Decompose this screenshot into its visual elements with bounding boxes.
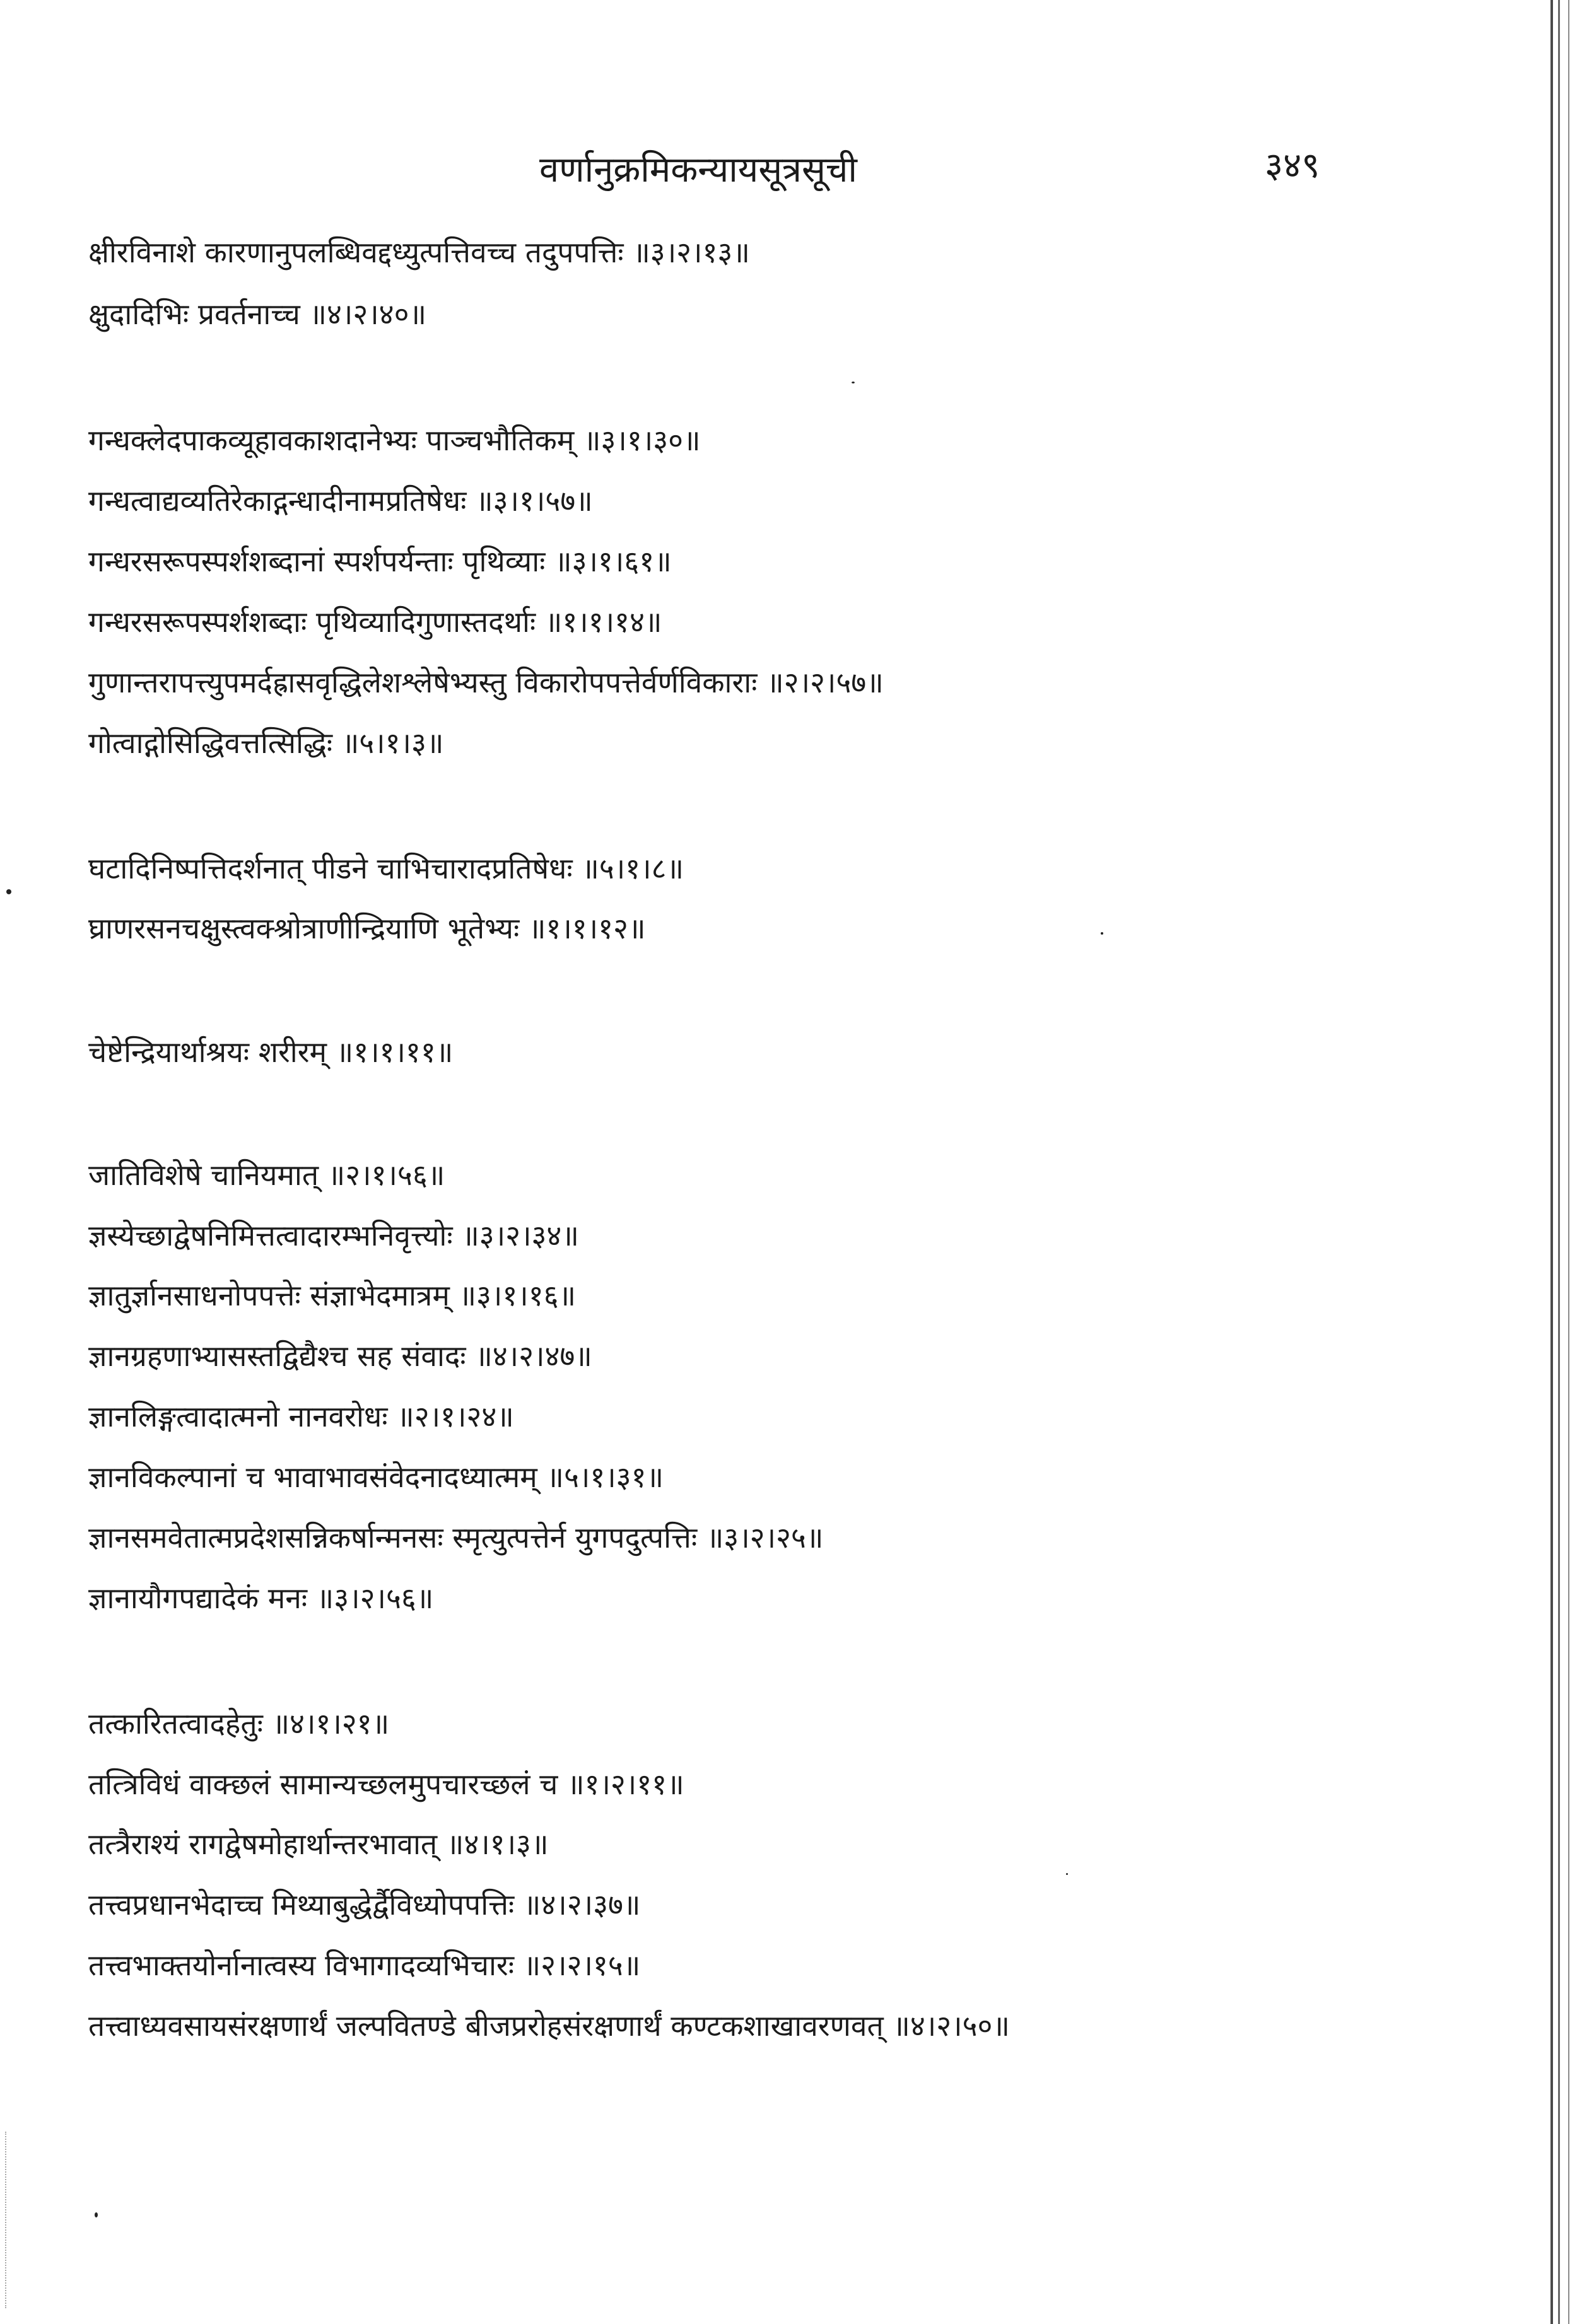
- index-entry: जातिविशेषे चानियमात् ॥२।१।५६॥: [88, 1158, 445, 1192]
- scan-speck: [1066, 1873, 1068, 1875]
- page-number: ३४९: [1265, 145, 1320, 186]
- scan-edge-line: [1550, 0, 1553, 2324]
- index-entry: ज्ञानसमवेतात्मप्रदेशसन्निकर्षान्मनसः स्मृत्युत्पत्तेर्न युगपदुत्पत्तिः ॥३।२।२५॥: [88, 1521, 824, 1555]
- index-entry: ज्ञानलिङ्गत्वादात्मनो नानवरोधः ॥२।१।२४॥: [88, 1399, 514, 1434]
- index-entry: गन्धरसरूपस्पर्शशब्दानां स्पर्शपर्यन्ताः पृथिव्याः ॥३।१।६१॥: [88, 544, 672, 578]
- scan-speck: [95, 2212, 98, 2217]
- index-entry: क्षीरविनाशे कारणानुपलब्धिवद्दध्युत्पत्तिवच्च तदुपपत्तिः ॥३।२।१३॥: [88, 235, 750, 269]
- index-entry: ज्ञानायौगपद्यादेकं मनः ॥३।२।५६॥: [88, 1581, 434, 1615]
- index-entry: ज्ञातुर्ज्ञानसाधनोपपत्तेः संज्ञाभेदमात्रम् ॥३।१।१६॥: [88, 1278, 577, 1312]
- scan-margin-mark: [5, 2132, 8, 2308]
- index-entry: गोत्वाद्गोसिद्धिवत्तत्सिद्धिः ॥५।१।३॥: [88, 726, 444, 760]
- scan-speck: [1101, 932, 1103, 935]
- index-entry: घटादिनिष्पत्तिदर्शनात् पीडने चाभिचारादप्रतिषेधः ॥५।१।८॥: [88, 851, 684, 885]
- scan-edge-line: [1558, 0, 1560, 2324]
- scan-speck: [6, 889, 11, 894]
- index-entry: गन्धक्लेदपाकव्यूहावकाशदानेभ्यः पाञ्चभौतिकम् ॥३।१।३०॥: [88, 423, 701, 457]
- index-entry: गन्धत्वाद्यव्यतिरेकाद्गन्धादीनामप्रतिषेधः ॥३।१।५७॥: [88, 484, 593, 518]
- index-entry: घ्राणरसनचक्षुस्त्वक्श्रोत्राणीन्द्रियाणि भूतेभ्यः ॥१।१।१२॥: [88, 911, 646, 945]
- index-entry: तत्त्रैराश्यं रागद्वेषमोहार्थान्तरभावात् ॥४।१।३॥: [88, 1827, 549, 1861]
- index-entry: गन्धरसरूपस्पर्शशब्दाः पृथिव्यादिगुणास्तदर्थाः ॥१।१।१४॥: [88, 605, 662, 639]
- index-entry: तत्त्रिविधं वाक्छलं सामान्यच्छलमुपचारच्छलं च ॥१।२।११॥: [88, 1767, 684, 1801]
- index-entry: तत्त्वप्रधानभेदाच्च मिथ्याबुद्धेर्द्वैविध्योपपत्तिः ॥४।२।३७॥: [88, 1888, 641, 1922]
- index-entry: तत्कारितत्वादहेतुः ॥४।१।२१॥: [88, 1707, 390, 1741]
- page-title: वर्णानुक्रमिकन्यायसूत्रसूची: [539, 149, 857, 190]
- index-entry: तत्त्वाध्यवसायसंरक्षणार्थं जल्पवितण्डे बीजप्ररोहसंरक्षणार्थं कण्टकशाखावरणवत् ॥४।२।५०॥: [88, 2009, 1010, 2043]
- index-entry: गुणान्तरापत्त्युपमर्दह्रासवृद्धिलेशश्लेषेभ्यस्तु विकारोपपत्तेर्वर्णविकाराः ॥२।२।५७॥: [88, 665, 884, 699]
- scan-speck: [852, 382, 855, 383]
- index-entry: चेष्टेन्द्रियार्थाश्रयः शरीरम् ॥१।१।११॥: [88, 1035, 454, 1069]
- index-entry: ज्ञस्येच्छाद्वेषनिमित्तत्वादारम्भनिवृत्त्योः ॥३।२।३४॥: [88, 1218, 579, 1253]
- index-entry: ज्ञानविकल्पानां च भावाभावसंवेदनादध्यात्मम् ॥५।१।३१॥: [88, 1460, 664, 1494]
- index-entry: तत्त्वभाक्तयोर्नानात्वस्य विभागादव्यभिचारः ॥२।२।१५॥: [88, 1948, 641, 1982]
- scan-edge-line: [1568, 0, 1569, 2324]
- index-entry: क्षुदादिभिः प्रवर्तनाच्च ॥४।२।४०॥: [88, 297, 427, 331]
- index-entry: ज्ञानग्रहणाभ्यासस्तद्विद्यैश्च सह संवादः ॥४।२।४७॥: [88, 1339, 592, 1373]
